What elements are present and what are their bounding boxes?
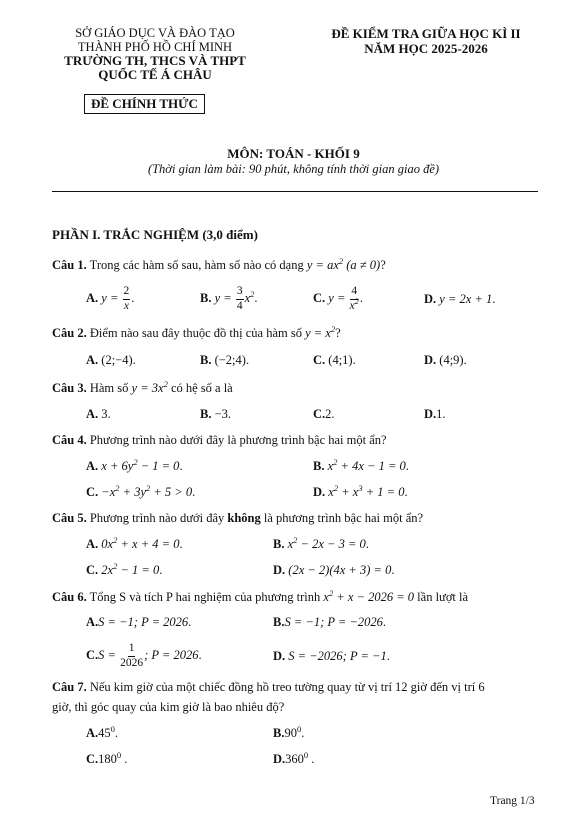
question-1: Câu 1. Trong các hàm số sau, hàm số nào có dạng $y = ax^2$ (a ≠ 0)? bbox=[52, 255, 386, 272]
q1-option-b: B. y = $\frac{3}{4}$ $x^2$. bbox=[200, 285, 258, 312]
q6-option-b: B.S = −1; P = −2026. bbox=[273, 615, 387, 629]
q2-option-d: D. (4;9). bbox=[424, 353, 467, 367]
page-number: Trang 1/3 bbox=[490, 795, 535, 807]
exam-header bbox=[300, 26, 552, 56]
official-stamp: ĐỀ CHÍNH THỨC bbox=[84, 94, 205, 114]
q5-option-d: D. (2x − 2)(4x + 3) = 0. bbox=[273, 563, 395, 577]
section-title: PHẦN I. TRẮC NGHIỆM (3,0 điểm) bbox=[52, 227, 258, 242]
q7-option-b: $B.90^0$. bbox=[273, 723, 305, 740]
question-3: Câu 3. Hàm số $y = 3x^2$ có hệ số a là bbox=[52, 378, 233, 395]
q3-option-b: B. −3. bbox=[200, 407, 232, 421]
dept-name: SỞ GIÁO DỤC VÀ ĐÀO TẠO bbox=[75, 26, 235, 40]
divider bbox=[52, 191, 538, 192]
question-5: Câu 5. Phương trình nào dưới đây không là phương trình bậc hai một ẩn? bbox=[52, 511, 424, 525]
school-name-2: QUỐC TẾ Á CHÂU bbox=[98, 67, 212, 82]
q7-option-d: D.360$^0$ . bbox=[273, 749, 315, 766]
q3-option-d: D.1. bbox=[424, 407, 446, 421]
q6-option-a: A.S = −1; P = 2026. bbox=[86, 615, 192, 629]
question-7-cont: giờ, thì góc quay của kim giờ là bao nhiêu độ? bbox=[52, 700, 285, 714]
q2-option-c: C. (4;1). bbox=[313, 353, 356, 367]
school-year: NĂM HỌC 2025-2026 bbox=[364, 41, 488, 56]
time-note: (Thời gian làm bài: 90 phút, không tính thời gian giao đề) bbox=[147, 162, 440, 176]
school-name-1: TRƯỜNG TH, THCS VÀ THPT bbox=[64, 53, 246, 68]
q5-option-a: A. $0x^2 + x + 4 = 0$. bbox=[86, 534, 183, 551]
question-6: Câu 6. Tổng S và tích P hai nghiệm của phương trình $x^2 + x - 2026 = 0$ lần lượt là bbox=[52, 587, 469, 604]
q4-option-a: A. $x + 6y^2 - 1 = 0$. bbox=[86, 456, 183, 473]
school-header bbox=[55, 26, 255, 82]
question-2: Câu 2. Điểm nào sau đây thuộc đồ thị của hàm số $y = x^2$? bbox=[52, 323, 341, 340]
question-4: Câu 4. Phương trình nào dưới đây là phương trình bậc hai một ẩn? bbox=[52, 433, 387, 447]
city-name: THÀNH PHỐ HỒ CHÍ MINH bbox=[77, 40, 233, 54]
q7-option-a: $A.45^0$. bbox=[86, 723, 119, 740]
exam-title: ĐỀ KIỂM TRA GIỮA HỌC KÌ II bbox=[331, 26, 521, 41]
q1-option-c: C. y = $\frac{4}{x^2}$ . bbox=[313, 285, 363, 312]
q6-option-d: D. S = −2026; P = −1. bbox=[273, 649, 390, 663]
q6-option-c: C.S = $\frac{1}{2026}$ ; P = 2026. bbox=[86, 642, 202, 669]
question-7: Câu 7. Nếu kim giờ của một chiếc đồng hồ treo tường quay từ vị trí 12 giờ đến vị trí 6 bbox=[52, 680, 485, 694]
q4-option-c: C. $-x^2 + 3y^2 + 5 > 0$. bbox=[86, 482, 196, 499]
q3-option-a: A. 3. bbox=[86, 407, 111, 421]
q2-option-a: A. (2;−4). bbox=[86, 353, 136, 367]
q2-option-b: B. (−2;4). bbox=[200, 353, 250, 367]
q5-option-c: C. $2x^2 - 1 = 0$. bbox=[86, 560, 163, 577]
subject-title: MÔN: TOÁN - KHỐI 9 bbox=[227, 146, 360, 161]
q1-option-d: D. y = 2x + 1. bbox=[424, 292, 496, 306]
q3-option-c: C.2. bbox=[313, 407, 335, 421]
q5-option-b: B. $x^2 - 2x - 3 = 0$. bbox=[273, 534, 369, 551]
q4-option-d: D. $x^2 + x^3 + 1 = 0$. bbox=[313, 482, 408, 499]
q4-option-b: B. $x^2 + 4x - 1 = 0$. bbox=[313, 456, 409, 473]
q7-option-c: C.180$^0$ . bbox=[86, 749, 128, 766]
q1-option-a: A. y = $\frac{2}{x}$ . bbox=[86, 285, 135, 312]
